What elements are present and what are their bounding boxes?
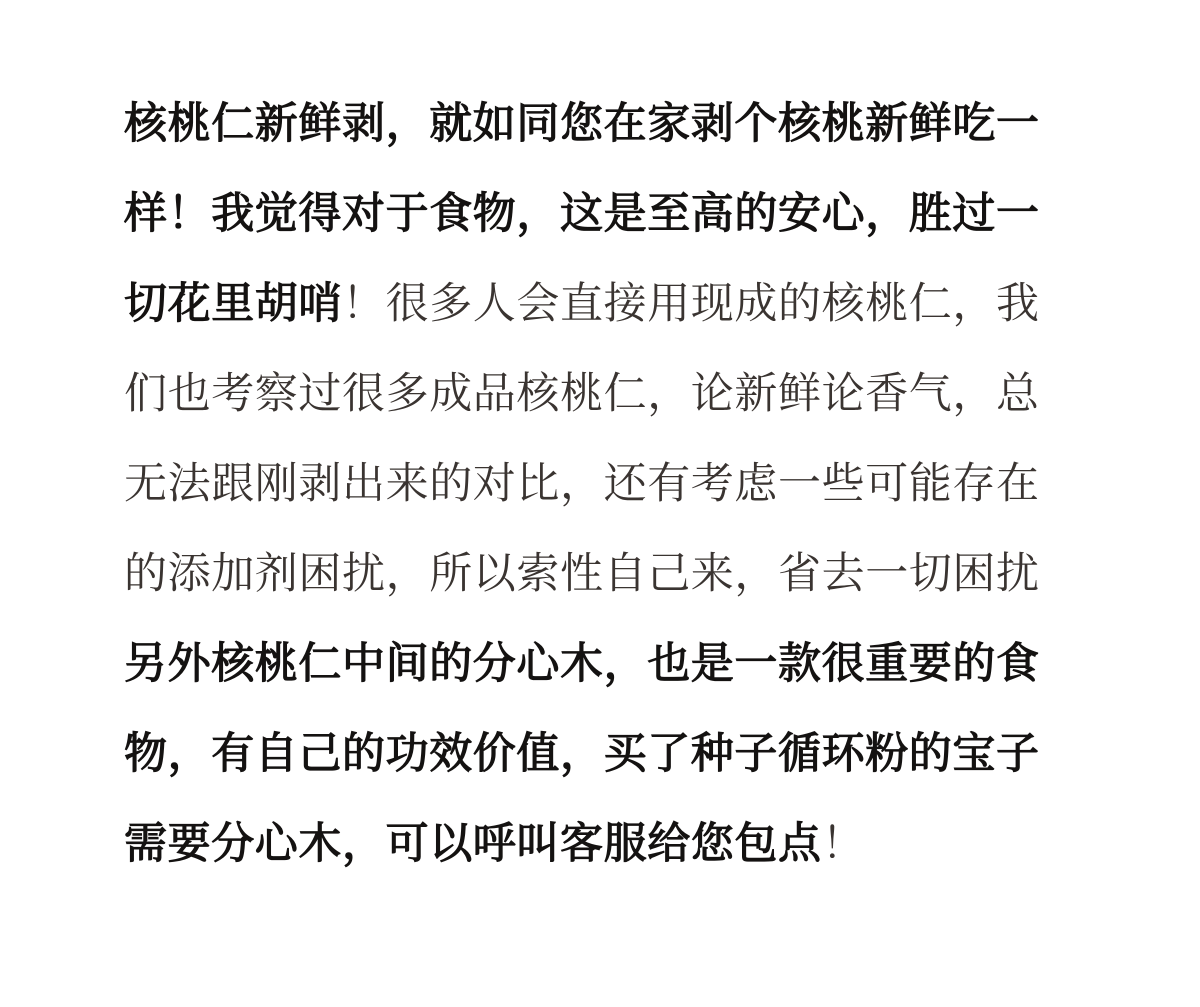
article-text xyxy=(124,92,1084,902)
text-line-7 xyxy=(124,632,1084,722)
regular-text: 的添加剂困扰，所以索性自己来，省去一切困扰 xyxy=(124,549,1040,599)
text-line-6 xyxy=(124,542,1084,632)
regular-text: ！ xyxy=(821,819,866,869)
text-line-9 xyxy=(124,812,1084,902)
regular-text: ！很多人会直接用现成的核桃仁，我 xyxy=(342,279,1040,329)
bold-text: 切花里胡哨 xyxy=(124,279,342,329)
text-line-8 xyxy=(124,722,1084,812)
text-line-3 xyxy=(124,272,1084,362)
regular-text: 们也考察过很多成品核桃仁，论新鲜论香气，总 xyxy=(124,369,1040,419)
bold-text: 样！我觉得对于食物，这是至高的安心，胜过一 xyxy=(124,189,1040,239)
bold-text: 需要分心木，可以呼叫客服给您包点 xyxy=(124,819,822,869)
bold-text: 核桃仁新鲜剥，就如同您在家剥个核桃新鲜吃一 xyxy=(124,99,1040,149)
regular-text: 无法跟刚剥出来的对比，还有考虑一些可能存在 xyxy=(124,459,1040,509)
bold-text: 物，有自己的功效价值，买了种子循环粉的宝子 xyxy=(124,729,1040,779)
text-line-2 xyxy=(124,182,1084,272)
text-line-1 xyxy=(124,92,1084,182)
text-line-4 xyxy=(124,362,1084,452)
text-line-5 xyxy=(124,452,1084,542)
bold-text: 另外核桃仁中间的分心木，也是一款很重要的食 xyxy=(124,639,1040,689)
